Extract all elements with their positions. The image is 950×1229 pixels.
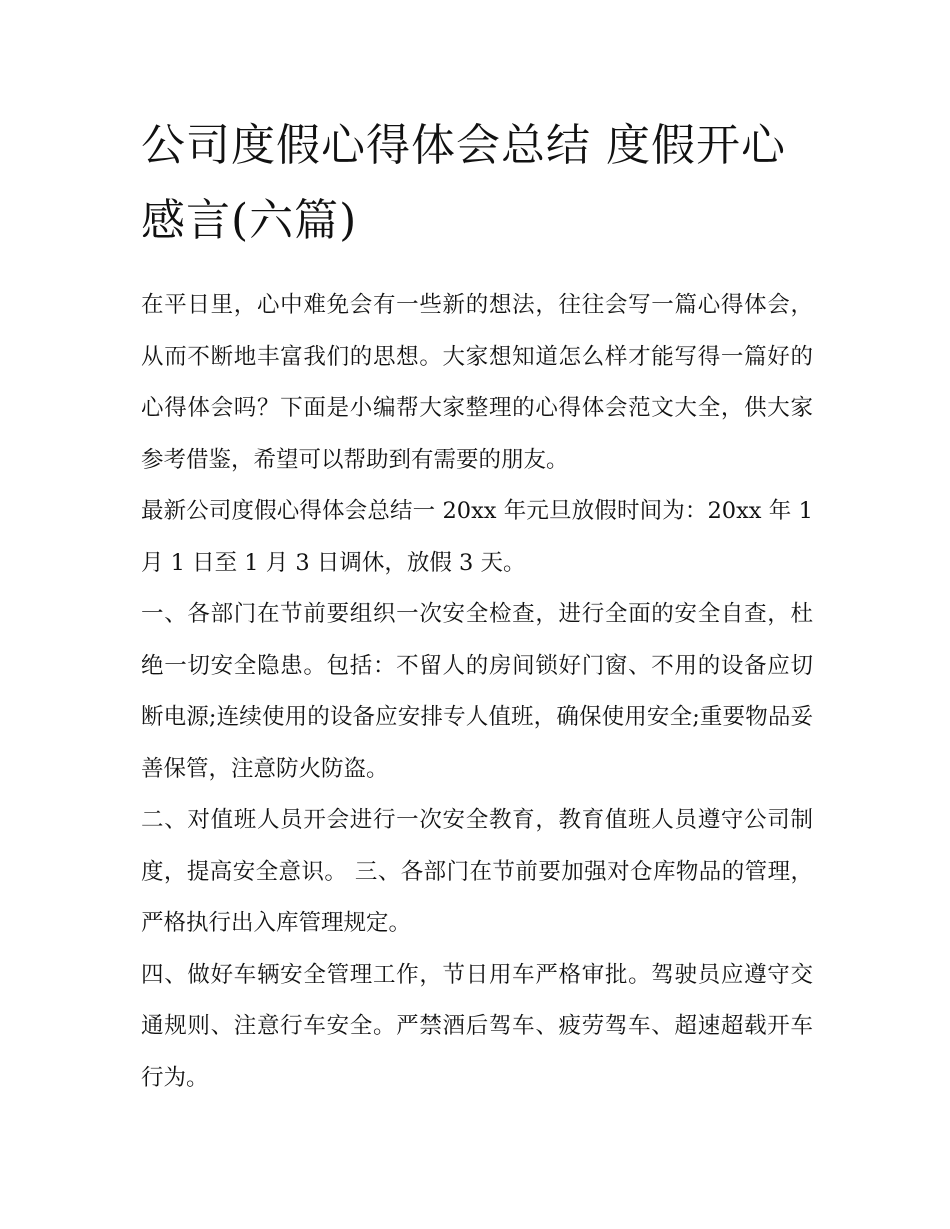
document-title: 公司度假心得体会总结 度假开心感言(六篇) — [141, 120, 786, 246]
document-body — [141, 108, 813, 1104]
paragraph-item-1: 一、各部门在节前要组织一次安全检查，进行全面的安全自查，杜绝一切安全隐患。包括：不留人的房间锁好门窗、不用的设备应切断电源;连续使用的设备应安排专人值班，确保使用安全;重要物品妥善保管，注意防火防盗。 — [141, 601, 813, 782]
paragraph-intro: 在平日里，心中难免会有一些新的想法，往往会写一篇心得体会，从而不断地丰富我们的思想。大家想知道怎么样才能写得一篇好的心得体会吗？下面是小编帮大家整理的心得体会范文大全，供大家参考借鉴，希望可以帮助到有需要的朋友。 — [141, 292, 813, 473]
paragraph-item-2-3: 二、对值班人员开会进行一次安全教育，教育值班人员遵守公司制度，提高安全意识。 三、各部门在节前要加强对仓库物品的管理，严格执行出入库管理规定。 — [141, 807, 813, 936]
paragraph-holiday-schedule: 最新公司度假心得体会总结一 20xx 年元旦放假时间为：20xx 年 1 月 1 日至 1 月 3 日调休，放假 3 天。 — [141, 498, 813, 576]
paragraph-item-4: 四、做好车辆安全管理工作，节日用车严格审批。驾驶员应遵守交通规则、注意行车安全。严禁酒后驾车、疲劳驾车、超速超载开车行为。 — [141, 961, 813, 1091]
